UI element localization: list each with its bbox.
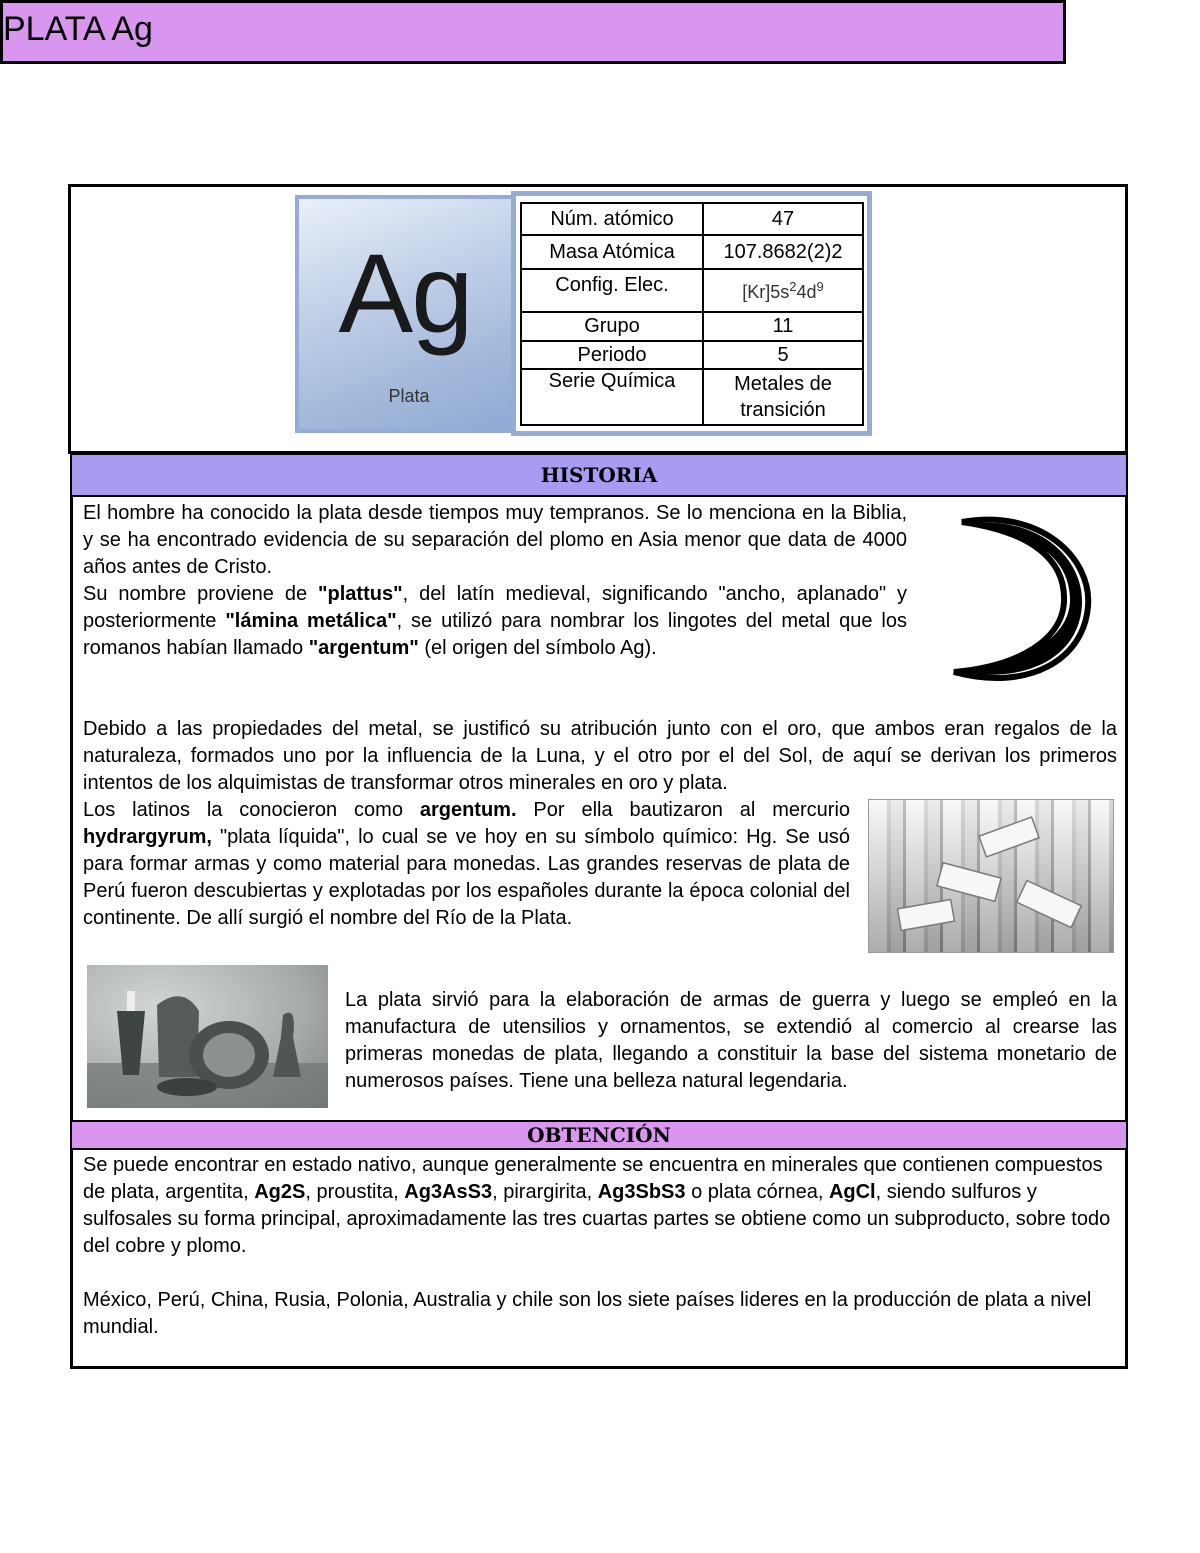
- historia-paragraph-5: La plata sirvió para la elaboración de armas de guerra y luego se empleó en la manufactura de utensilios y ornamentos, se extendió al comercio al crearse las primeras monedas de plata, llegando a constituir la base del sistema monetario de numerosos países. Tiene una belleza natural legendaria.: [345, 989, 1117, 1092]
- electron-config: $[Kr]5s^24d^9$: [703, 269, 863, 312]
- obtencion-paragraph-1: Se puede encontrar en estado nativo, aunque generalmente se encuentra en minerales que contienen compuestos de plata, argentita, Ag2S, proustita, Ag3AsS3, pirargirita, Ag3SbS3 o plata córnea, AgCl, siendo sulfuros y sulfosales su forma principal, aproximadamente las tres cuartas partes se obtiene como un subproducto, sobre todo del cobre y plomo.: [83, 1154, 1111, 1257]
- prop-value: 5: [703, 341, 863, 369]
- prop-key: Masa Atómica: [521, 235, 703, 269]
- historia-paragraph-3: Debido a las propiedades del metal, se justificó su atribución junto con el oro, que ambos eran regalos de la naturaleza, formados uno por la influencia de la Luna, y el otro por el del Sol, de aquí se derivan los primeros intentos de los alquimistas de transformar otros minerales en oro y plata.: [83, 718, 1117, 794]
- prop-value: Metales de transición: [703, 369, 863, 425]
- prop-value: 47: [703, 203, 863, 235]
- page-title: PLATA Ag: [0, 0, 1066, 64]
- silver-ingots-image: [868, 799, 1114, 953]
- crescent-moon-icon: [944, 510, 1092, 686]
- prop-key: Serie Química: [521, 369, 703, 425]
- table-row: [521, 312, 863, 341]
- historia-paragraph-4: Los latinos la conocieron como argentum. Por ella bautizaron al mercurio hydrargyrum, "plata líquida", lo cual se ve hoy en su símbolo químico: Hg. Se usó para formar armas y como material para monedas. Las grandes reservas de plata de Perú fueron descubiertas y explotadas por los españoles durante la época colonial del continente. De allí surgió el nombre del Río de la Plata.: [83, 799, 851, 929]
- element-name: Plata: [388, 386, 430, 406]
- prop-value: 107.8682(2)2: [703, 235, 863, 269]
- silver-tableware-image: [87, 965, 328, 1108]
- obtencion-paragraph-2: México, Perú, China, Rusia, Polonia, Australia y chile son los siete países lideres en la producción de plata a nivel mundial.: [83, 1289, 1092, 1338]
- table-row: [521, 235, 863, 269]
- properties-table: [520, 202, 864, 426]
- historia-paragraph-2: Su nombre proviene de "plattus", del latín medieval, significando "ancho, aplanado" y posteriormente "lámina metálica", se utilizó para nombrar los lingotes del metal que los romanos habían llamado "argentum" (el origen del símbolo Ag).: [83, 583, 908, 659]
- historia-paragraph-1: El hombre ha conocido la plata desde tiempos muy tempranos. Se lo menciona en la Biblia, y se ha encontrado evidencia de su separación del plomo en Asia menor que data de 4000 años antes de Cristo.: [83, 502, 907, 578]
- historia-heading: HISTORIA: [70, 453, 1128, 497]
- table-row: [521, 369, 863, 425]
- prop-key: Periodo: [521, 341, 703, 369]
- table-row: [521, 203, 863, 235]
- prop-value: 11: [703, 312, 863, 341]
- obtencion-text: [83, 1152, 1117, 1341]
- obtencion-heading: OBTENCIÓN: [70, 1120, 1128, 1150]
- element-tile: [295, 195, 515, 433]
- historia-intro: [83, 500, 907, 662]
- table-row: [521, 269, 863, 312]
- properties-panel: [511, 191, 872, 436]
- table-row: [521, 341, 863, 369]
- prop-key: Grupo: [521, 312, 703, 341]
- prop-key: Config. Elec.: [521, 269, 703, 312]
- element-symbol: Ag: [338, 231, 472, 356]
- prop-key: Núm. atómico: [521, 203, 703, 235]
